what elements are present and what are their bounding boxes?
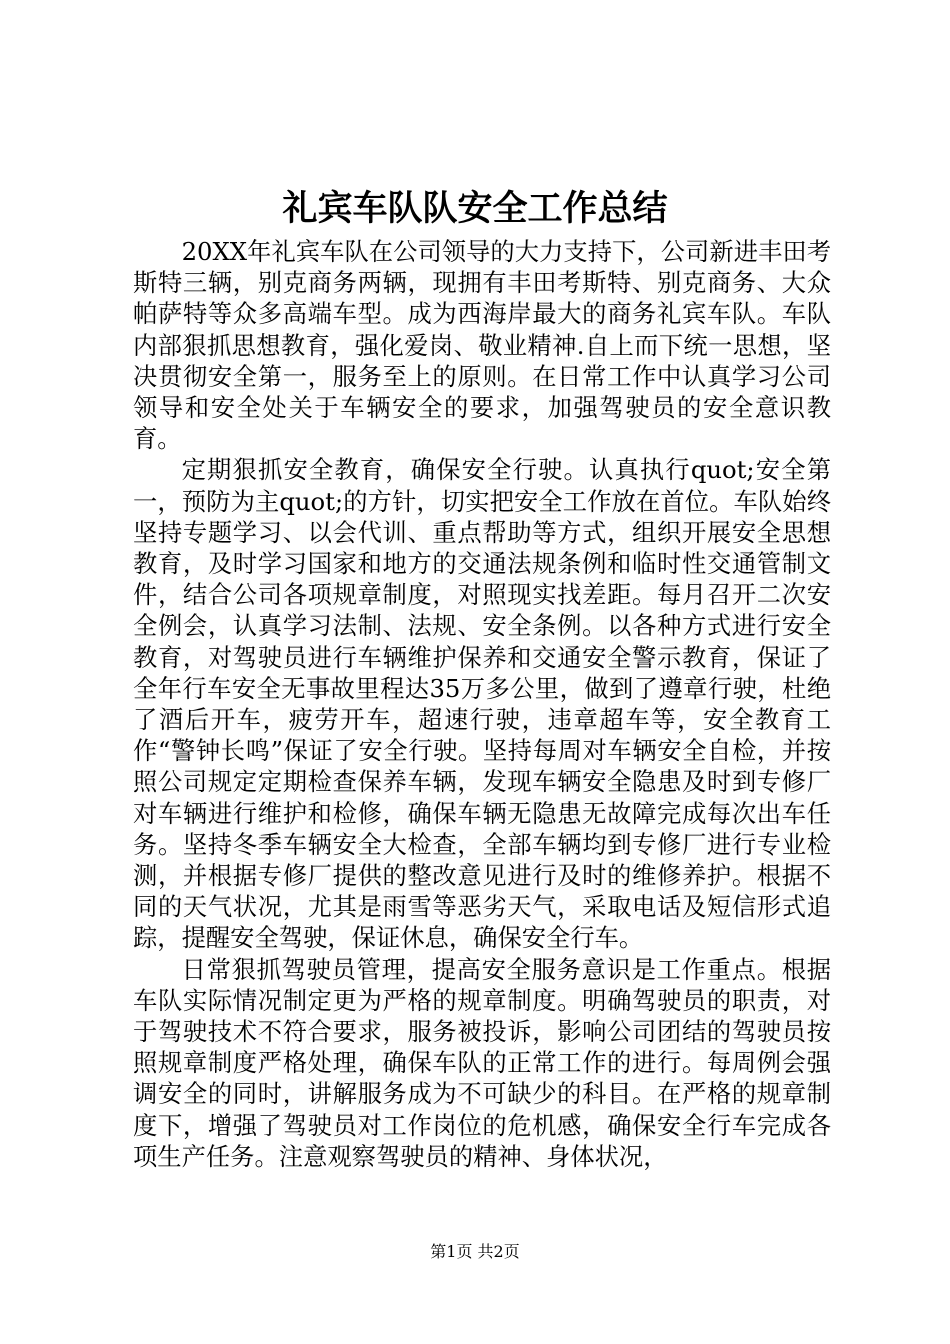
document-title: 礼宾车队队安全工作总结 [282, 188, 668, 229]
page-footer: 第1页 共2页 [430, 1242, 520, 1261]
paragraph-1: 20XX年礼宾车队在公司领导的大力支持下，公司新进丰田考斯特三辆，别克商务两辆，现拥有丰田考斯特、别克商务、大众帕萨特等众多高端车型。成为西海岸最大的商务礼宾车队。车队内部狠抓思想教育，强化爱岗、敬业精神.自上而下统一思想，坚决贯彻安全第一，服务至上的原则。在日常工作中认真学习公司领导和安全处关于车辆安全的要求，加强驾驶员的安全意识教育。 [133, 237, 831, 454]
paragraph-2: 定期狠抓安全教育，确保安全行驶。认真执行quot;安全第一，预防为主quot;的方针，切实把安全工作放在首位。车队始终坚持专题学习、以会代训、重点帮助等方式，组织开展安全思想教育，及时学习国家和地方的交通法规条例和临时性交通管制文件，结合公司各项规章制度，对照现实找差距。每月召开二次安全例会，认真学习法制、法规、安全条例。以各种方式进行安全教育，对驾驶员进行车辆维护保养和交通安全警示教育，保证了全年行车安全无事故里程达35万多公里，做到了遵章行驶，杜绝了酒后开车，疲劳开车，超速行驶，违章超车等，安全教育工作“警钟长鸣”保证了安全行驶。坚持每周对车辆安全自检，并按照公司规定定期检查保养车辆，发现车辆安全隐患及时到专修厂对车辆进行维护和检修，确保车辆无隐患无故障完成每次出车任务。坚持冬季车辆安全大检查，全部车辆均到专修厂进行专业检测，并根据专修厂提供的整改意见进行及时的维修养护。根据不同的天气状况，尤其是雨雪等恶劣天气，采取电话及短信形式追踪，提醒安全驾驶，保证休息，确保安全行车。 [133, 455, 831, 953]
document-body [133, 236, 831, 1172]
paragraph-3: 日常狠抓驾驶员管理，提高安全服务意识是工作重点。根据车队实际情况制定更为严格的规章制度。明确驾驶员的职责，对于驾驶技术不符合要求，服务被投诉，影响公司团结的驾驶员按照规章制度严格处理，确保车队的正常工作的进行。每周例会强调安全的同时，讲解服务成为不可缺少的科目。在严格的规章制度下，增强了驾驶员对工作岗位的危机感，确保安全行车完成各项生产任务。注意观察驾驶员的精神、身体状况， [133, 954, 831, 1171]
